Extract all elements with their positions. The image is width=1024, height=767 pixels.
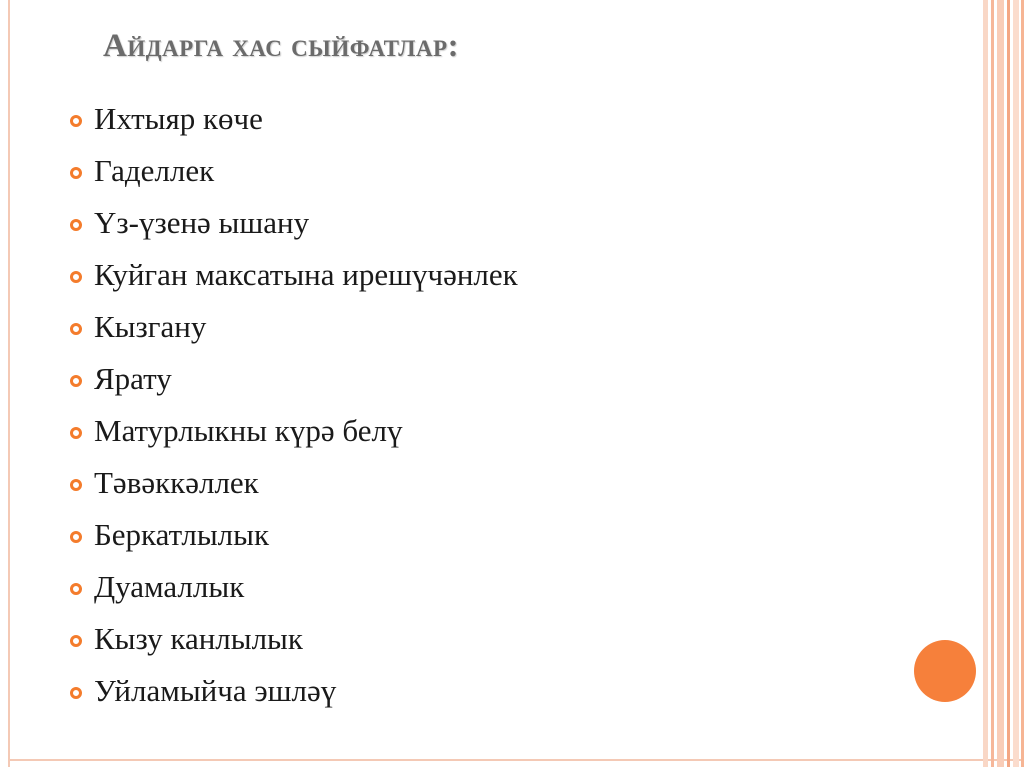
list-item	[70, 197, 518, 249]
list-item	[70, 301, 518, 353]
circle-bullet-icon	[70, 635, 82, 647]
list-item	[70, 249, 518, 301]
list-item-label: Уйламыйча эшләү	[94, 673, 337, 708]
list-item-label: Үз-үзенә ышану	[94, 205, 310, 240]
bullet-list	[70, 93, 518, 717]
left-border-line	[8, 0, 10, 767]
circle-bullet-icon	[70, 375, 82, 387]
list-item-label: Кызгану	[94, 309, 207, 344]
list-item-label: Матурлыкны күрә белү	[94, 413, 403, 448]
list-item	[70, 509, 518, 561]
list-item-label: Дуамаллык	[94, 569, 245, 604]
circle-bullet-icon	[70, 115, 82, 127]
list-item-label: Ярату	[94, 361, 172, 396]
list-item	[70, 405, 518, 457]
circle-bullet-icon	[70, 219, 82, 231]
circle-bullet-icon	[70, 531, 82, 543]
list-item	[70, 561, 518, 613]
circle-bullet-icon	[70, 167, 82, 179]
bottom-border-line	[8, 759, 1024, 761]
list-item-label: Ихтыяр көче	[94, 101, 263, 136]
list-item	[70, 145, 518, 197]
list-item	[70, 613, 518, 665]
decorative-circle	[914, 640, 976, 702]
list-item-label: Беркатлылык	[94, 517, 270, 552]
decorative-stripe	[1013, 0, 1019, 767]
circle-bullet-icon	[70, 583, 82, 595]
decorative-stripe	[1007, 0, 1010, 767]
list-item-label: Кызу канлылык	[94, 621, 303, 656]
circle-bullet-icon	[70, 427, 82, 439]
circle-bullet-icon	[70, 323, 82, 335]
decorative-stripe	[997, 0, 1004, 767]
list-item	[70, 353, 518, 405]
list-item-label: Куйган максатына ирешүчәнлек	[94, 257, 518, 292]
list-item	[70, 457, 518, 509]
decorative-stripe	[991, 0, 994, 767]
list-item-label: Тәвәккәллек	[94, 465, 259, 500]
decorative-stripe	[983, 0, 988, 767]
circle-bullet-icon	[70, 271, 82, 283]
slide-title: Айдарга хас сыйфатлар:	[103, 28, 460, 64]
list-item	[70, 665, 518, 717]
list-item	[70, 93, 518, 145]
circle-bullet-icon	[70, 687, 82, 699]
circle-bullet-icon	[70, 479, 82, 491]
list-item-label: Гаделлек	[94, 153, 215, 188]
